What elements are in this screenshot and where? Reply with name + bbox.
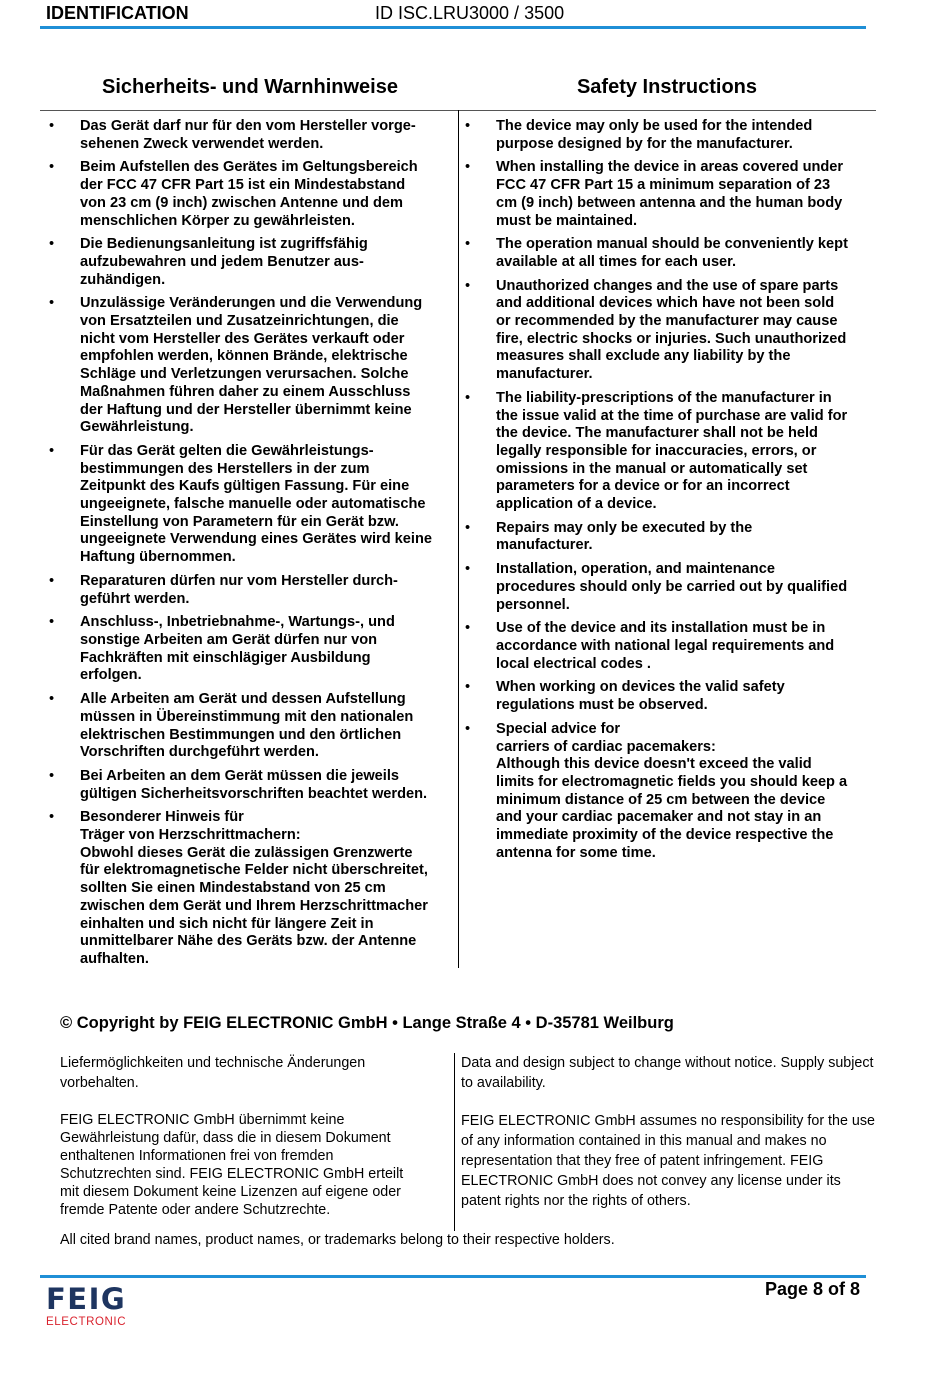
list-item: • When working on devices the valid safety regulations must be observed. — [460, 679, 874, 714]
logo-subtitle: ELECTRONIC — [46, 1316, 127, 1328]
list-item: • Bei Arbeiten an dem Gerät müssen die jeweils gültigen Sicherheitsvorschriften beachtet werden. — [44, 768, 456, 803]
disclaimer-paragraph: Liefermöglichkeiten und technische Änderungen vorbehalten. — [60, 1055, 366, 1091]
list-item: • Alle Arbeiten am Gerät und dessen Aufstellung müssen in Übereinstimmung mit den nationalen elektrischen Bestimmungen und den örtlichen Vorschriften durchgeführt werden. — [44, 691, 456, 762]
list-item: • Repairs may only be executed by the manufacturer. — [460, 520, 874, 555]
page-number: Page 8 of 8 — [764, 1279, 860, 1299]
list-item: • Special advice for carriers of cardiac pacemakers: Although this device doesn't exceed the valid limits for electromagnetic fields you should keep a minimum distance of 25 cm between the device and your cardiac pacemaker and not stay in an immediate proximity of the device respective the antenna for some time. — [460, 721, 874, 863]
document-category: IDENTIFICATION — [46, 3, 189, 23]
list-item: • Unauthorized changes and the use of spare parts and additional devices which have not been sold or recommended by the manufacturer may cause fire, electric shocks or injuries. Such unauthorized measures shall exclude any liability by the manufacturer. — [460, 278, 874, 384]
footer-rule — [40, 1275, 866, 1278]
list-item: • Installation, operation, and maintenance procedures should only be carried out by qualified personnel. — [460, 561, 874, 614]
left-safety-list — [44, 118, 456, 975]
list-item: • Reparaturen dürfen nur vom Hersteller durch- geführt werden. — [44, 573, 456, 608]
disclaimer-paragraph: Data and design subject to change without notice. Supply subject to availability. — [461, 1055, 874, 1091]
list-item: • Besonderer Hinweis für Träger von Herzschrittmachern: Obwohl dieses Gerät die zulässigen Grenzwerte für elektromagnetische Felder nicht überschreitet, sollten Sie einen Mindestabstand von 25 cm zwischen dem Gerät und Ihrem Herzschrittmacher einhalten und sich nicht für längere Zeit in unmittelbarer Nähe des Geräts bzw. der Antenne aufhalten. — [44, 809, 456, 968]
copyright-line: © Copyright by FEIG ELECTRONIC GmbH • Lange Straße 4 • D-35781 Weilburg — [60, 1014, 674, 1032]
disclaimer-paragraph: FEIG ELECTRONIC GmbH assumes no responsibility for the use of any information contained in this manual and makes no representation that they free of patent infringement. FEIG ELECTRONIC GmbH does not convey any license under its patent rights nor the rights of others. — [461, 1113, 875, 1209]
trademark-note: All cited brand names, product names, or trademarks belong to their respective holders. — [60, 1232, 615, 1248]
column-divider — [458, 110, 459, 968]
list-item: • Use of the device and its installation must be in accordance with national legal requirements and local electrical codes . — [460, 620, 874, 673]
list-item: • Unzulässige Veränderungen und die Verwendung von Ersatzteilen und Zusatzeinrichtungen, die nicht vom Hersteller des Gerätes verkauft oder empfohlen werden, können Brände, elektrische Schläge und Verletzungen verursachen. Solche Maßnahmen führen daher zu einem Ausschluss der Haftung und der Hersteller übernimmt keine Gewährleistung. — [44, 295, 456, 437]
list-item: • Für das Gerät gelten die Gewährleistungs- bestimmungen des Herstellers in der zum Zeitpunkt des Kaufs gültigen Fassung. Für eine ungeeignete, falsche manuelle oder automatische Einstellung von Parametern für ein Gerät bzw. ungeeignete Verwendung eines Gerätes wird keine Haftung übernommen. — [44, 443, 456, 567]
document-id: ID ISC.LRU3000 / 3500 — [375, 3, 565, 23]
logo-wordmark: FEIG — [46, 1282, 127, 1316]
list-item: • The device may only be used for the intended purpose designed by for the manufacturer. — [460, 118, 874, 153]
right-column-heading: Safety Instructions — [576, 76, 758, 98]
list-item: • When installing the device in areas covered under FCC 47 CFR Part 15 a minimum separation of 23 cm (9 inch) between antenna and the human body must be maintained. — [460, 159, 874, 230]
left-column-heading: Sicherheits- und Warnhinweise — [102, 76, 398, 98]
footer-divider — [454, 1053, 455, 1231]
list-item: • The operation manual should be conveniently kept available at all times for each user. — [460, 236, 874, 271]
list-item: • Die Bedienungsanleitung ist zugriffsfähig aufzubewahren und jedem Benutzer aus- zuhändigen. — [44, 236, 456, 289]
header-rule — [40, 26, 866, 29]
right-safety-list — [460, 118, 874, 868]
footer-disclaimer-english — [461, 1053, 921, 1229]
feig-logo — [46, 1284, 126, 1329]
list-item: • Das Gerät darf nur für den vom Hersteller vorge- sehenen Zweck verwendet werden. — [44, 118, 456, 153]
footer-disclaimer-german — [60, 1053, 450, 1237]
list-item: • Beim Aufstellen des Gerätes im Geltungsbereich der FCC 47 CFR Part 15 ist ein Mindestabstand von 23 cm (9 inch) zwischen Antenne und dem menschlichen Körper zu gewährleisten. — [44, 159, 456, 230]
disclaimer-paragraph: FEIG ELECTRONIC GmbH übernimmt keine Gewährleistung dafür, dass die in diesem Dokument enthaltenen Informationen frei von fremden Schutzrechten sind. FEIG ELECTRONIC GmbH erteilt mit diesem Dokument keine Lizenzen auf eigene oder fremde Patente oder andere Schutzrechte. — [60, 1112, 404, 1218]
list-item: • Anschluss-, Inbetriebnahme-, Wartungs-, und sonstige Arbeiten am Gerät dürfen nur von Fachkräften mit einschlägiger Ausbildung erfolgen. — [44, 614, 456, 685]
list-item: • The liability-prescriptions of the manufacturer in the issue valid at the time of purchase are valid for the device. The manufacturer shall not be held legally responsible for inaccuracies, errors, or omissions in the manual or automatically set parameters for a device or for an incorrect application of a device. — [460, 390, 874, 514]
